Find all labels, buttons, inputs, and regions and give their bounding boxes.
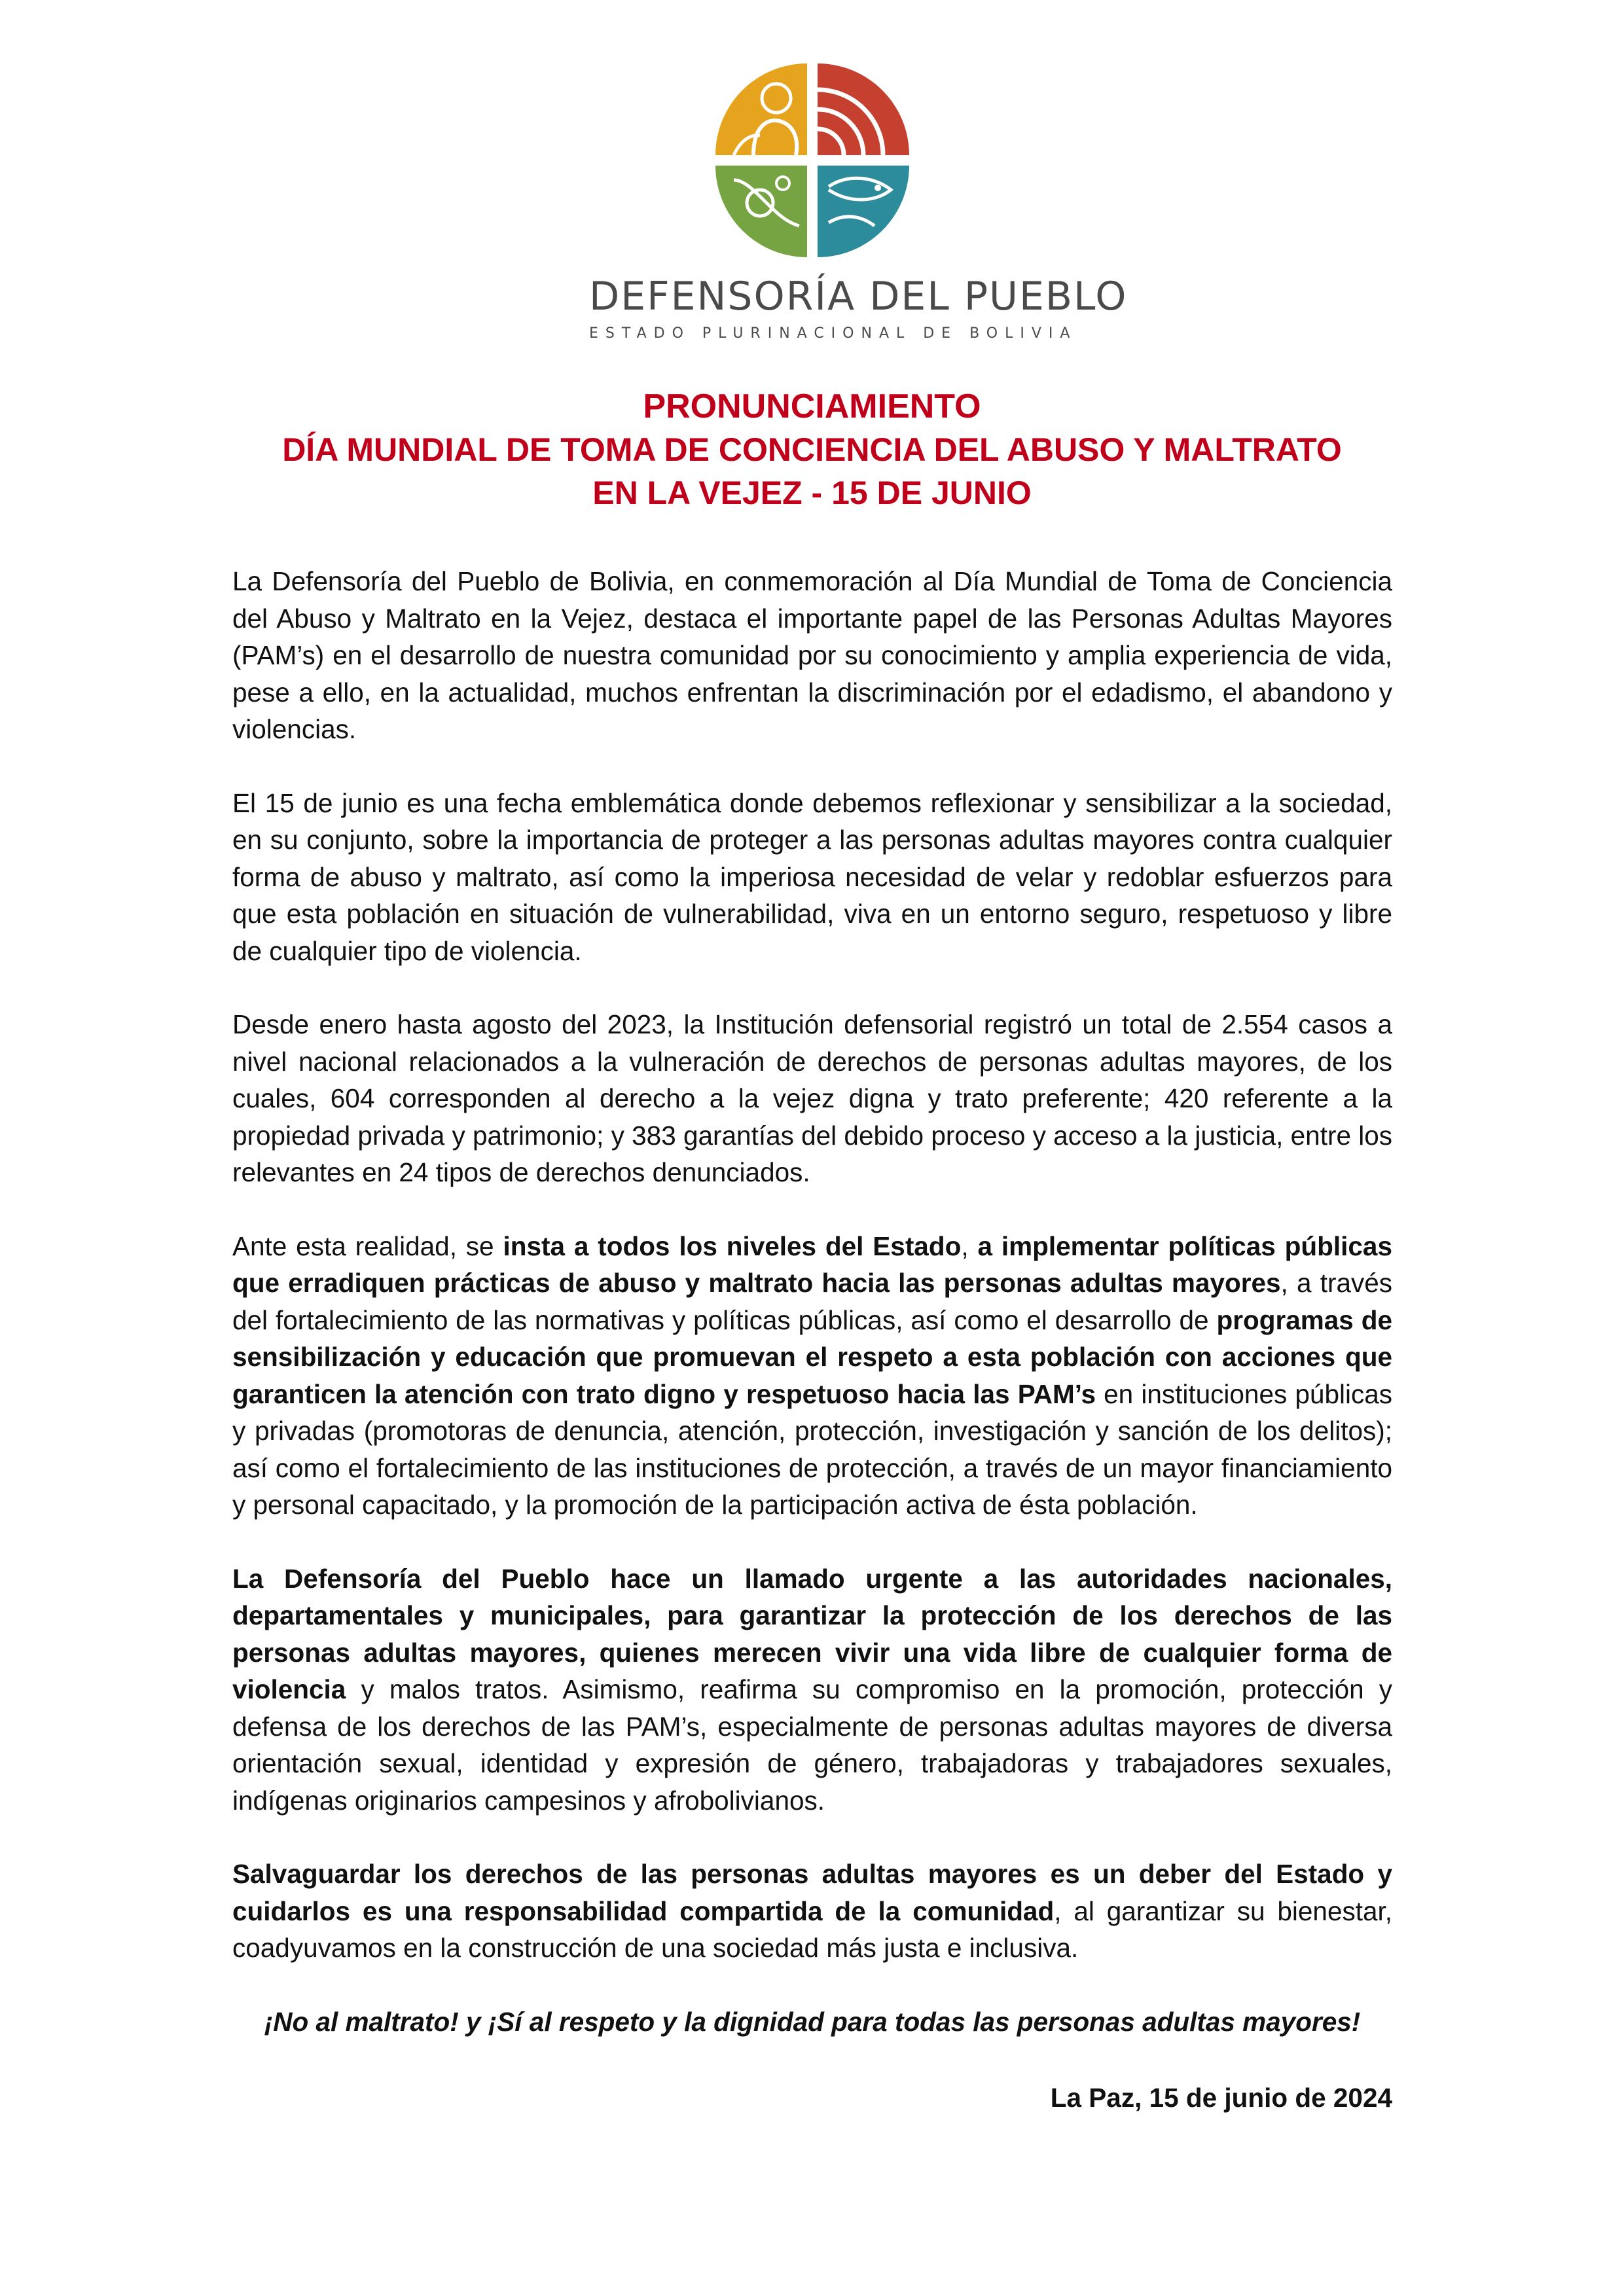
title-line-2: DÍA MUNDIAL DE TOMA DE CONCIENCIA DEL ABUSO Y MALTRATO: [282, 431, 1342, 468]
org-name: DEFENSORÍA DEL PUEBLO: [589, 274, 1128, 319]
p6-bold-a: Salvaguardar los derechos de las personas adultas mayores es un deber del Estado y cuidarlos es una responsabilidad compartida de la comunidad: [232, 1859, 1392, 1926]
closing-slogan: ¡No al maltrato! y ¡Sí al respeto y la dignidad para todas las personas adultas mayores!: [264, 2006, 1361, 2037]
paragraph-5: [232, 1560, 1392, 1820]
p4-bold-b: insta a todos los niveles del Estado: [503, 1230, 962, 1261]
header: [589, 62, 1128, 342]
org-subtitle: ESTADO PLURINACIONAL DE BOLIVIA: [589, 325, 1077, 342]
p4-bold-f: programas de sensibilización y educación que promuevan el respeto a esta población con acciones que garanticen la atención con trato digno y respetuoso hacia las PAM’s: [232, 1304, 1392, 1409]
p4-text-e: , a través del fortalecimiento de las normativas y políticas públicas, así como el desarrollo de: [232, 1268, 1392, 1335]
p4-text-a: Ante esta realidad, se: [232, 1230, 503, 1261]
p4-text-c: ,: [961, 1230, 978, 1261]
p5-bold-a: La Defensoría del Pueblo hace un llamado urgente a las autoridades nacionales, departamentales y municipales, para garantizar la protección de los derechos de las personas adultas mayores, quienes merecen vivir una vida libre de cualquier forma de violencia: [232, 1563, 1392, 1704]
paragraph-1: La Defensoría del Pueblo de Bolivia, en conmemoración al Día Mundial de Toma de Conciencia del Abuso y Maltrato en la Vejez, destaca el importante papel de las Personas Adultas Mayores (PAM’s) en el desarrollo de nuestra comunidad por su conocimiento y amplia experiencia de vida, pese a ello, en la actualidad, muchos enfrentan la discriminación por el edadismo, el abandono y violencias.: [232, 566, 1392, 744]
paragraph-3: Desde enero hasta agosto del 2023, la Institución defensorial registró un total de 2.554 casos a nivel nacional relacionados a la vulneración de derechos de personas adultas mayores, de los cuales, 604 corresponden al derecho a la vejez digna y trato preferente; 420 referente a la propiedad privada y patrimonio; y 383 garantías del debido proceso y acceso a la justicia, entre los relevantes en 24 tipos de derechos denunciados.: [232, 1009, 1392, 1187]
title-line-3: EN LA VEJEZ - 15 DE JUNIO: [592, 475, 1032, 511]
p4-bold-d: a implementar políticas públicas que erradiquen prácticas de abuso y maltrato hacia las personas adultas mayores: [232, 1230, 1392, 1298]
paragraph-2: El 15 de junio es una fecha emblemática donde debemos reflexionar y sensibilizar a la sociedad, en su conjunto, sobre la importancia de proteger a las personas adultas mayores contra cualquier forma de abuso y maltrato, así como la imperiosa necesidad de velar y redoblar esfuerzos para que esta población en situación de vulnerabilidad, viva en un entorno seguro, respetuoso y libre de cualquier tipo de violencia.: [232, 787, 1392, 966]
defensoria-logo-icon: [714, 62, 911, 259]
p6-text-b: , al garantizar su bienestar, coadyuvamos en la construcción de una sociedad más justa e inclusiva.: [232, 1895, 1392, 1963]
document-title: [196, 385, 1428, 514]
title-line-1: PRONUNCIAMIENTO: [643, 387, 981, 425]
document-date: La Paz, 15 de junio de 2024: [1050, 2083, 1392, 2113]
paragraph-4: [232, 1228, 1392, 1524]
paragraph-6: [232, 1856, 1392, 1967]
document-body: [232, 563, 1392, 2153]
p5-text-b: y malos tratos. Asimismo, reafirma su compromiso en la promoción, protección y defensa de los derechos de las PAM’s, especialmente de personas adultas mayores de diversa orientación sexual, identidad y expresión de género, trabajadoras y trabajadores sexuales, indígenas originarios campesinos y afrobolivianos.: [232, 1674, 1392, 1816]
p4-text-g: en instituciones públicas y privadas (promotoras de denuncia, atención, protección, investigación y sanción de los delitos); así como el fortalecimiento de las instituciones de protección, a través de un mayor financiamiento y personal capacitado, y la promoción de la participación activa de ésta población.: [232, 1378, 1392, 1520]
